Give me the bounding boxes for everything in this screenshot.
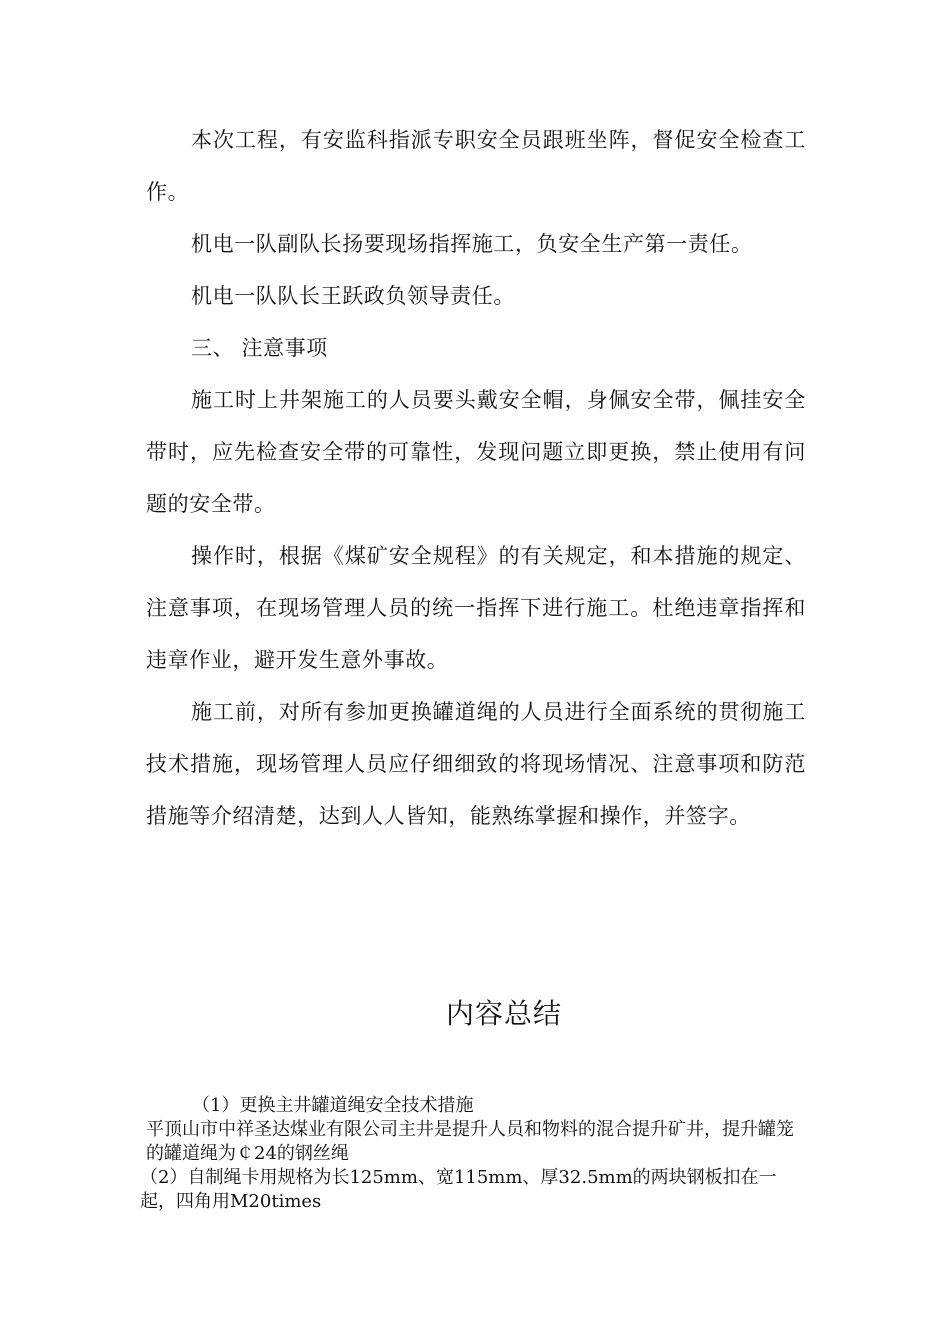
- paragraph-safety-officer: 本次工程，有安监科指派专职安全员跟班坐阵，督促安全检查工作。: [146, 128, 806, 204]
- summary-title: 内容总结: [445, 997, 562, 1030]
- summary-line-1: （1）更换主井罐道绳安全技术措施: [192, 1095, 474, 1116]
- section-heading: 三、 注意事项: [191, 336, 328, 360]
- summary-block: [140, 1094, 810, 1214]
- summary-line-2: 平顶山市中祥圣达煤业有限公司主井是提升人员和物料的混合提升矿井，提升罐笼的罐道绳为￠24的钢丝绳: [146, 1119, 794, 1164]
- note-operation-rules: 操作时，根据《煤矿安全规程》的有关规定，和本措施的规定、注意事项，在现场管理人员的统一指挥下进行施工。杜绝违章指挥和违章作业，避开发生意外事故。: [146, 544, 806, 672]
- note-pre-construction: 施工前，对所有参加更换罐道绳的人员进行全面系统的贯彻施工技术措施，现场管理人员应仔细细致的将现场情况、注意事项和防范措施等介绍清楚，达到人人皆知，能熟练掌握和操作，并签字。: [146, 700, 806, 828]
- note-safety-belt: 施工时上井架施工的人员要头戴安全帽，身佩安全带，佩挂安全带时，应先检查安全带的可靠性，发现问题立即更换，禁止使用有问题的安全带。: [146, 388, 806, 516]
- document-body: [146, 114, 806, 842]
- summary-line-3: （2）自制绳卡用规格为长125mm、宽115mm、厚32.5mm的两块钢板扣在一起，四角用M20times: [140, 1167, 777, 1212]
- paragraph-deputy-leader: 机电一队副队长扬要现场指挥施工，负安全生产第一责任。: [191, 232, 753, 256]
- paragraph-team-leader: 机电一队队长王跃政负领导责任。: [191, 284, 515, 308]
